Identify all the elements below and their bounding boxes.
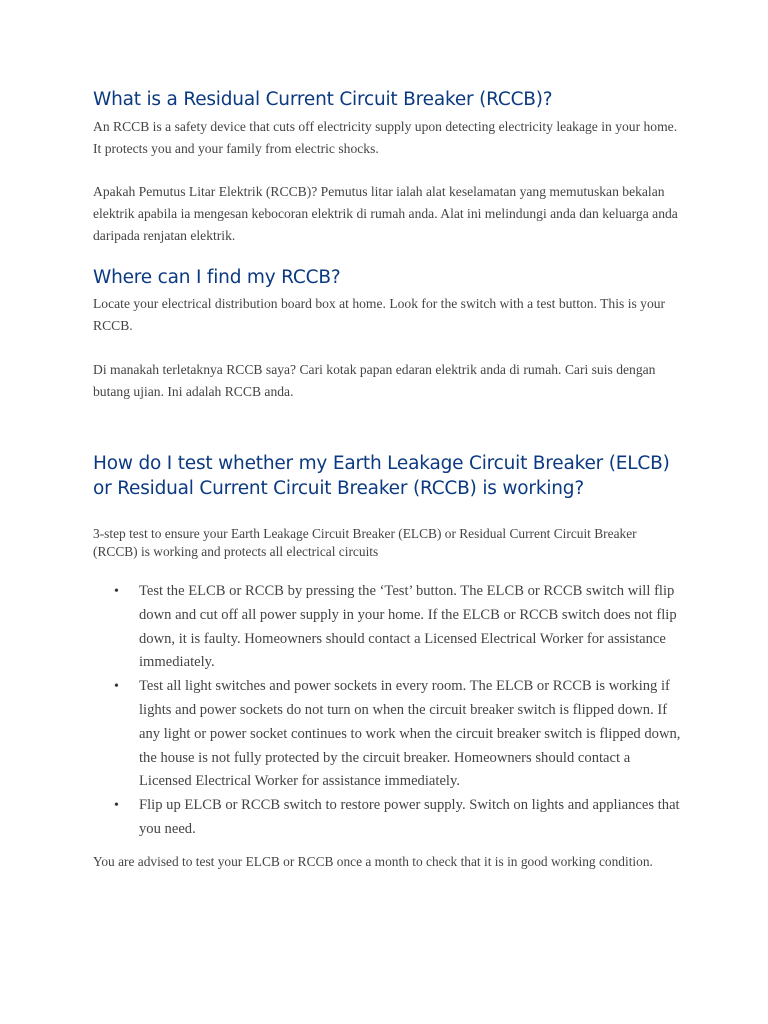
test-steps-list <box>93 580 684 842</box>
bullet-icon: • <box>114 679 119 695</box>
list-item-step-2 <box>114 675 684 794</box>
bullet-icon: • <box>114 798 119 814</box>
step-text: Test all light switches and power sockets in every room. The ELCB or RCCB is working if lights and power sockets do not turn on when the circuit breaker switch is flipped down. If any light or power socket continues to work when the circuit breaker switch is flipped down, the house is not fully protected by the circuit breaker. Homeowners should contact a Licensed Electrical Worker for assistance immediately. <box>139 678 681 790</box>
paragraph-rccb-definition-en: An RCCB is a safety device that cuts off electricity supply upon detecting electricity leakage in your home. It protects you and your family from electric shocks. <box>93 119 678 156</box>
list-item-step-3 <box>114 794 684 842</box>
heading-what-is-rccb: What is a Residual Current Circuit Breaker (RCCB)? <box>93 89 553 110</box>
paragraph-find-rccb-ms: Di manakah terletaknya RCCB saya? Cari kotak papan edaran elektrik anda di rumah. Cari suis dengan butang ujian. Ini adalah RCCB anda. <box>93 362 656 399</box>
paragraph-test-intro: 3-step test to ensure your Earth Leakage Circuit Breaker (ELCB) or Residual Current Circuit Breaker (RCCB) is working and protects all electrical circuits <box>93 526 637 559</box>
step-text: Flip up ELCB or RCCB switch to restore power supply. Switch on lights and appliances that you need. <box>139 797 680 837</box>
paragraph-find-rccb-en: Locate your electrical distribution board box at home. Look for the switch with a test button. This is your RCCB. <box>93 296 666 333</box>
heading-how-to-test: How do I test whether my Earth Leakage Circuit Breaker (ELCB) or Residual Current Circuit Breaker (RCCB) is working? <box>93 453 670 499</box>
bullet-icon: • <box>114 584 119 599</box>
paragraph-rccb-definition-ms: Apakah Pemutus Litar Elektrik (RCCB)? Pemutus litar ialah alat keselamatan yang memutuskan bekalan elektrik apabila ia mengesan kebocoran elektrik di rumah anda. Alat ini melindungi anda dan keluarga anda daripada renjatan elektrik. <box>93 184 678 243</box>
list-item-step-1 <box>114 580 684 675</box>
heading-where-find-rccb: Where can I find my RCCB? <box>93 267 341 288</box>
paragraph-closing-advice: You are advised to test your ELCB or RCCB once a month to check that it is in good working condition. <box>93 854 653 869</box>
step-text: Test the ELCB or RCCB by pressing the ‘Test’ button. The ELCB or RCCB switch will flip down and cut off all power supply in your home. If the ELCB or RCCB switch does not flip down, it is faulty. Homeowners should contact a Licensed Electrical Worker for assistance immediately. <box>139 583 677 671</box>
